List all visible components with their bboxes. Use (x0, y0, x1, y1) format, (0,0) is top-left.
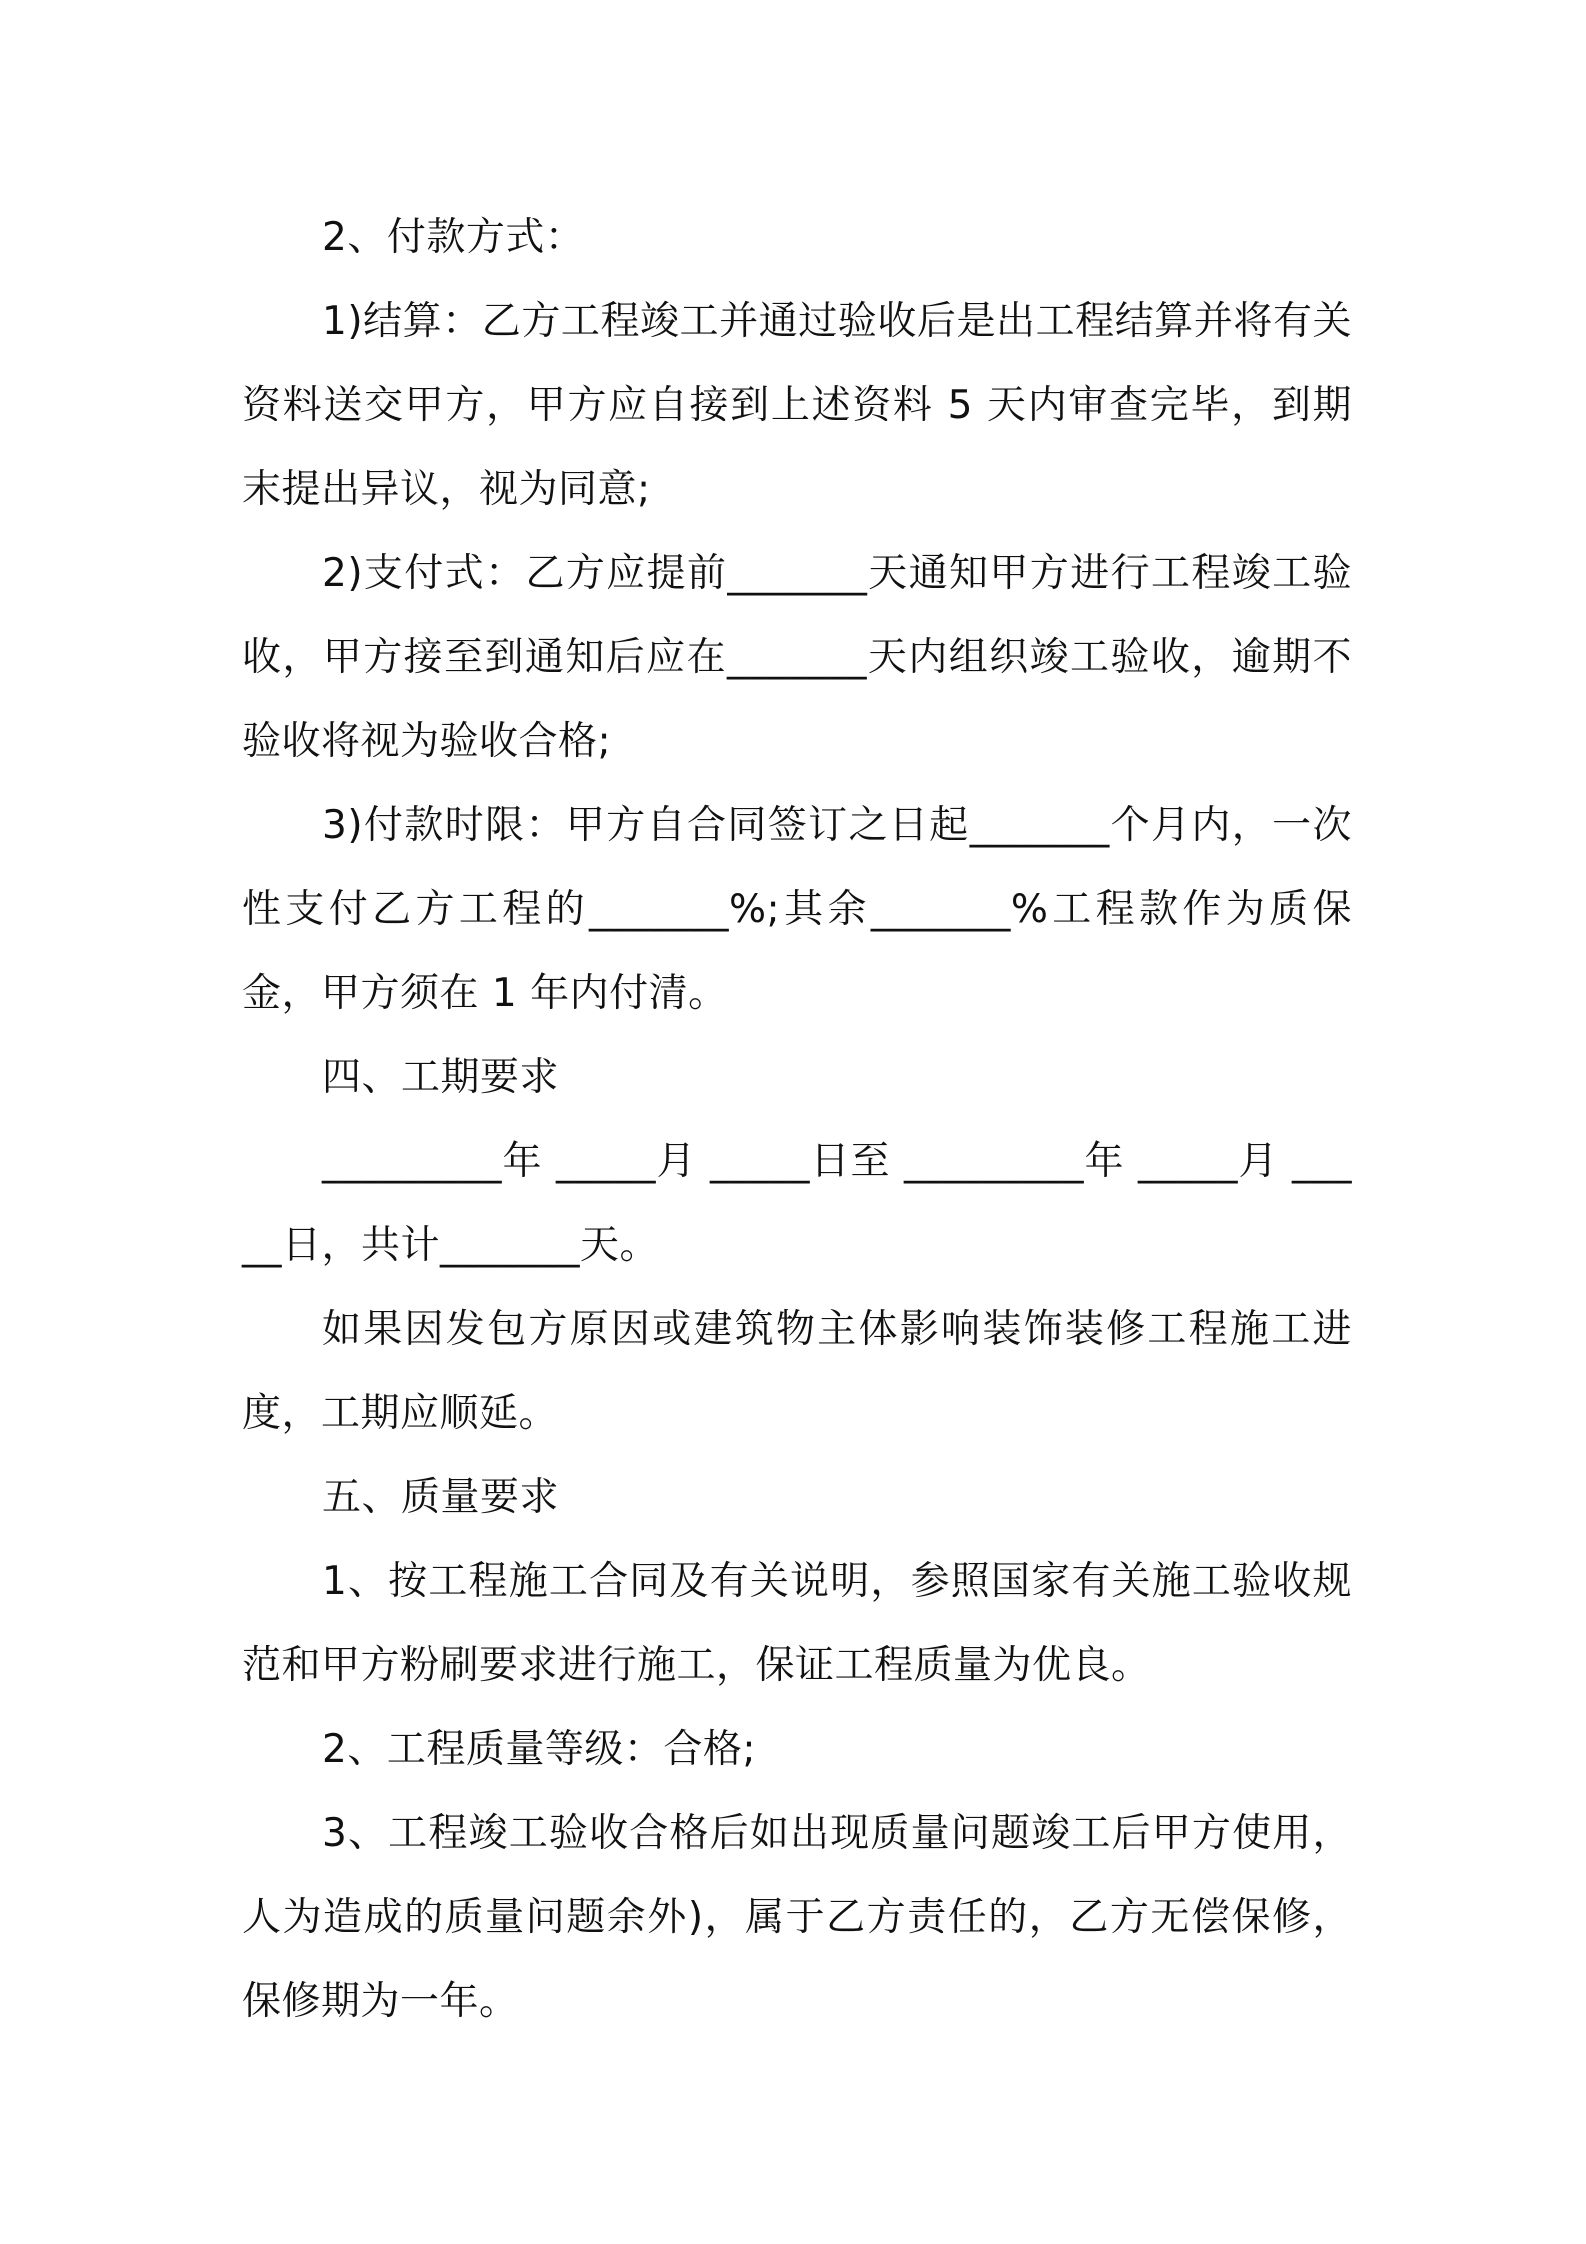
quality-clause-2: 2、工程质量等级：合格; (322, 1727, 756, 1772)
document-body (242, 196, 1352, 2044)
payment-deadline-clause: 3)付款时限：甲方自合同签订之日起_______个月内，一次性支付乙方工程的_______%;其余_______%工程款作为质保金，甲方须在 1 年内付清。 (242, 803, 1352, 1016)
quality-heading: 五、质量要求 (322, 1475, 560, 1520)
schedule-extension-clause: 如果因发包方原因或建筑物主体影响装饰装修工程施工进度，工期应顺延。 (242, 1307, 1352, 1436)
quality-clause-1: 1、按工程施工合同及有关说明，参照国家有关施工验收规范和甲方粉刷要求进行施工，保证工程质量为优良。 (242, 1559, 1352, 1688)
quality-clause-3: 3、工程竣工验收合格后如出现质量问题竣工后甲方使用，人为造成的质量问题余外)，属于乙方责任的，乙方无偿保修，保修期为一年。 (242, 1811, 1352, 2024)
schedule-date-range: _________年 _____月 _____日至 _________年 _____月 _____日，共计_______天。 (242, 1139, 1352, 1268)
schedule-heading: 四、工期要求 (322, 1055, 560, 1100)
payment-clause: 2)支付式：乙方应提前_______天通知甲方进行工程竣工验收，甲方接至到通知后应在_______天内组织竣工验收，逾期不验收将视为验收合格; (242, 551, 1352, 764)
payment-method-heading: 2、付款方式： (322, 215, 585, 260)
settlement-clause: 1)结算：乙方工程竣工并通过验收后是出工程结算并将有关资料送交甲方，甲方应自接到上述资料 5 天内审查完毕，到期末提出异议，视为同意; (242, 299, 1352, 512)
